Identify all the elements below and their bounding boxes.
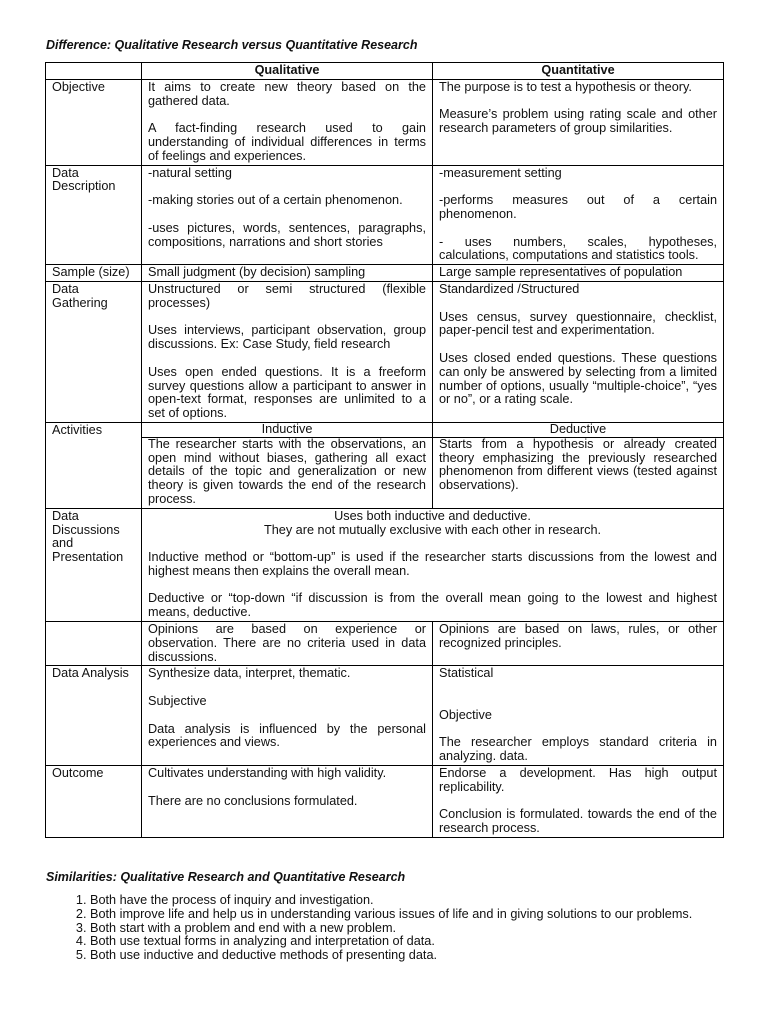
- quantitative-cell: [433, 766, 724, 838]
- list-item: 5. Both use inductive and deductive methods of presenting data.: [90, 949, 748, 963]
- cell-text: - uses numbers, scales, hypotheses, calculations, computations and statistics tools.: [439, 234, 717, 263]
- similarities-list: [66, 894, 748, 963]
- row-label: Data Gathering: [46, 281, 142, 422]
- cell-text: -uses pictures, words, sentences, paragraphs, compositions, narrations and short stories: [148, 220, 426, 249]
- row-label: Activities: [46, 422, 142, 508]
- table-row: [46, 766, 724, 838]
- list-item: 1. Both have the process of inquiry and investigation.: [90, 894, 748, 908]
- table-row: [46, 666, 724, 766]
- cell-text: Statistical: [439, 666, 494, 681]
- cell-text: A fact-finding research used to gain understanding of individual differences in terms of feelings and experiences.: [148, 121, 426, 163]
- header-qualitative: Qualitative: [142, 63, 433, 80]
- cell-text: The researcher starts with the observations, an open mind without biases, gathering all exact details of the topic and generalization or new theory is given towards the end of the research process.: [148, 436, 426, 506]
- quantitative-cell: [433, 422, 724, 508]
- table-row: [46, 622, 724, 666]
- qualitative-cell: [142, 766, 433, 838]
- inductive-subheading: Inductive: [142, 423, 432, 438]
- cell-text: -natural setting: [148, 165, 232, 180]
- document-title: Difference: Qualitative Research versus Quantitative Research: [46, 38, 418, 52]
- cell-text: The researcher employs standard criteria in analyzing. data.: [439, 735, 717, 764]
- header-quantitative: Quantitative: [433, 63, 724, 80]
- cell-text: Endorse a development. Has high output replicability.: [439, 766, 717, 794]
- quantitative-cell: [433, 165, 724, 265]
- cell-text: Conclusion is formulated. towards the end of the research process.: [439, 807, 717, 836]
- qualitative-cell: [142, 622, 433, 666]
- row-label: Data Description: [46, 165, 142, 265]
- row-label: [46, 622, 142, 666]
- cell-text: Opinions are based on experience or observation. There are no criteria used in data discussions.: [148, 622, 426, 664]
- cell-text: Standardized /Structured: [439, 281, 580, 296]
- quantitative-cell: [433, 79, 724, 165]
- cell-text: Uses census, survey questionnaire, checklist, paper-pencil test and experimentation.: [439, 309, 717, 338]
- qualitative-cell: [142, 265, 433, 282]
- list-item: 3. Both start with a problem and end with a new problem.: [90, 922, 748, 936]
- row-label: Sample (size): [46, 265, 142, 282]
- cell-text: Starts from a hypothesis or already created theory emphasizing the previously researched phenomenon from different views (tested against observations).: [439, 436, 717, 493]
- table-row: [46, 265, 724, 282]
- deductive-subheading: Deductive: [433, 423, 723, 438]
- cell-text: Uses interviews, participant observation, group discussions. Ex: Case Study, field research: [148, 323, 426, 352]
- cell-text: Uses both inductive and deductive.: [334, 508, 531, 523]
- similarities-heading: Similarities: Qualitative Research and Quantitative Research: [46, 870, 406, 884]
- cell-text: Objective: [439, 707, 492, 722]
- row-label: Outcome: [46, 766, 142, 838]
- table-row: [46, 281, 724, 422]
- quantitative-cell: [433, 622, 724, 666]
- cell-text: Unstructured or semi structured (flexible processes): [148, 281, 426, 310]
- table-row: [46, 165, 724, 265]
- cell-text: Subjective: [148, 694, 207, 709]
- qualitative-cell: [142, 422, 433, 508]
- cell-text: -performs measures out of a certain phenomenon.: [439, 193, 717, 221]
- table-row: [46, 508, 724, 621]
- cell-text: Small judgment (by decision) sampling: [148, 265, 366, 280]
- cell-text: Inductive method or “bottom-up” is used if the researcher starts discussions from the lowest and highest means then explains the overall mean.: [148, 550, 717, 578]
- quantitative-cell: [433, 666, 724, 766]
- quantitative-cell: [433, 265, 724, 282]
- table-row: [46, 422, 724, 508]
- table-row: [46, 79, 724, 165]
- list-item: 4. Both use textual forms in analyzing and interpretation of data.: [90, 935, 748, 949]
- cell-text: The purpose is to test a hypothesis or theory.: [439, 79, 692, 94]
- cell-text: Uses open ended questions. It is a freeform survey questions allow a participant to answer in open-text format, responses are unlimited to a set of options.: [148, 364, 426, 421]
- cell-text: They are not mutually exclusive with each other in research.: [263, 522, 602, 537]
- cell-text: Synthesize data, interpret, thematic.: [148, 666, 351, 681]
- cell-text: -measurement setting: [439, 165, 562, 180]
- qualitative-cell: [142, 79, 433, 165]
- cell-text: -making stories out of a certain phenomenon.: [148, 193, 403, 208]
- list-item: 2. Both improve life and help us in understanding various issues of life and in giving solutions to our problems.: [90, 908, 748, 922]
- qualitative-cell: [142, 165, 433, 265]
- cell-text: Opinions are based on laws, rules, or other recognized principles.: [439, 622, 717, 650]
- cell-text: Measure’s problem using rating scale and other research parameters of group similarities.: [439, 107, 717, 136]
- cell-text: Uses closed ended questions. These questions can only be answered by selecting from a limited number of options, usually “multiple-choice”, “yes or no”, or a rating scale.: [439, 350, 717, 407]
- cell-text: There are no conclusions formulated.: [148, 793, 358, 808]
- qualitative-cell: [142, 666, 433, 766]
- merged-cell: [142, 508, 724, 621]
- cell-text: Large sample representatives of population: [439, 265, 683, 280]
- row-label: Data Analysis: [46, 666, 142, 766]
- table-header-row: [46, 63, 724, 80]
- row-label: Data Discussions and Presentation: [46, 508, 142, 621]
- cell-text: Data analysis is influenced by the personal experiences and views.: [148, 721, 426, 750]
- quantitative-cell: [433, 281, 724, 422]
- qualitative-cell: [142, 281, 433, 422]
- comparison-table: [45, 62, 724, 838]
- cell-text: Cultivates understanding with high validity.: [148, 766, 387, 781]
- row-label: Objective: [46, 79, 142, 165]
- header-empty: [46, 63, 142, 80]
- cell-text: It aims to create new theory based on the gathered data.: [148, 79, 426, 108]
- cell-text: Deductive or “top-down “if discussion is from the overall mean going to the lowest and highest means, deductive.: [148, 591, 717, 620]
